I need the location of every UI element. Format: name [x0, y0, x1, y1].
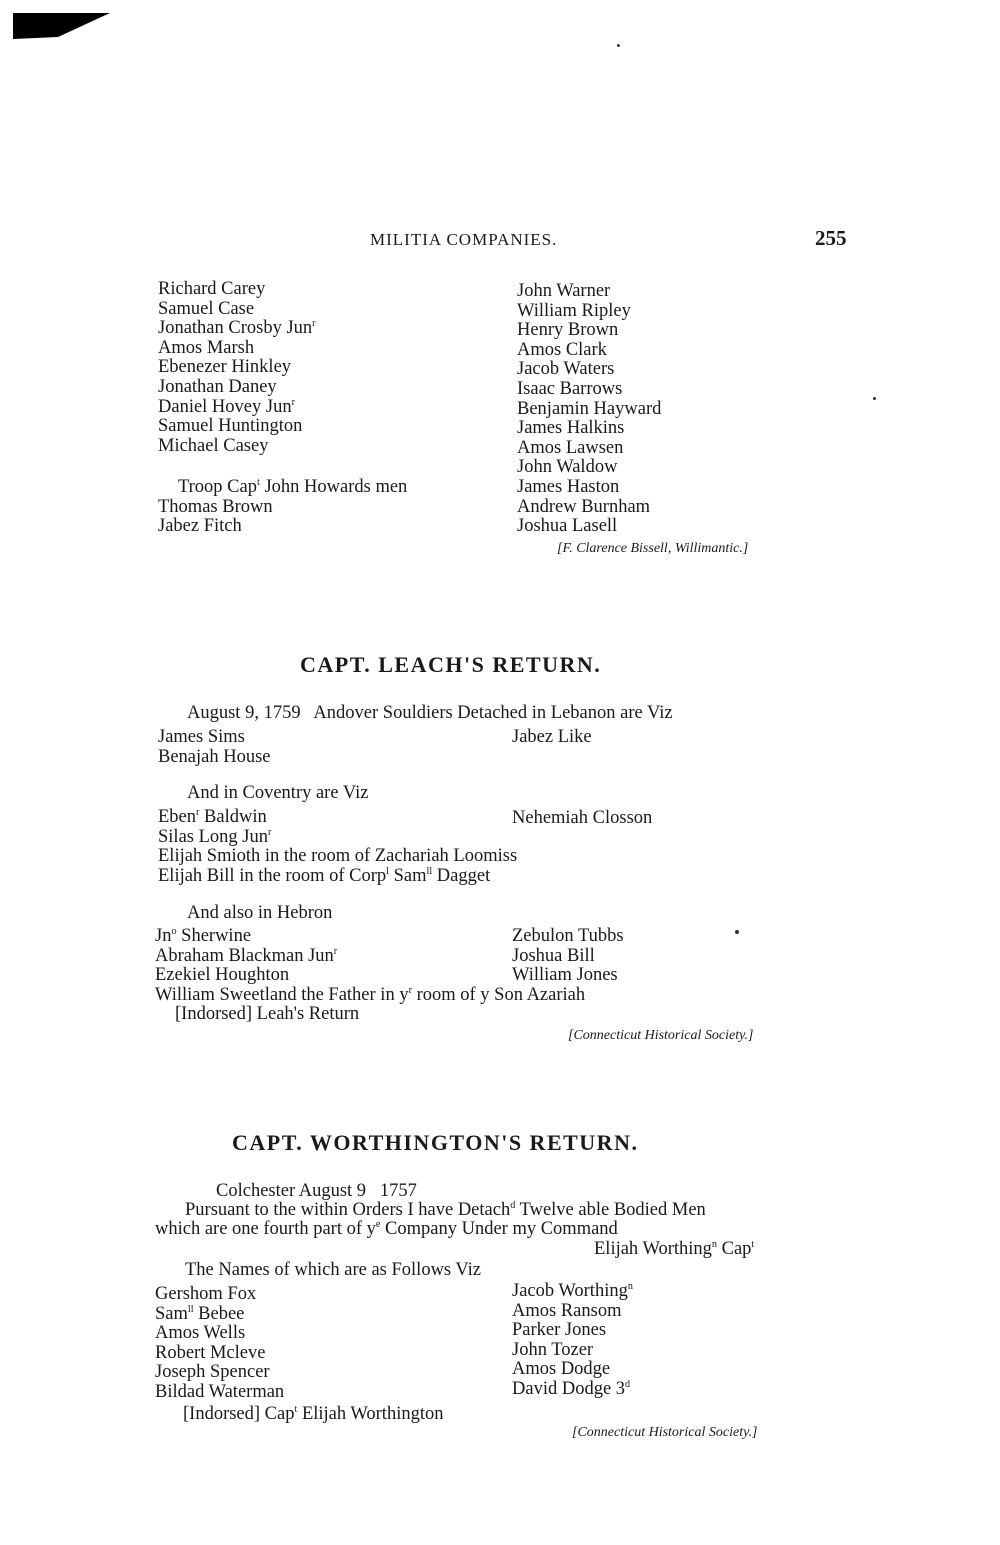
intro-line: August 9, 1759 Andover Souldiers Detached in Lebanon are Viz [187, 703, 673, 723]
list-item: Isaac Barrows [517, 378, 623, 399]
list-item: Benajah House [158, 746, 271, 767]
list-item: Amos Clark [517, 339, 607, 360]
hebron-heading: And also in Hebron [187, 903, 333, 923]
list-item: Amos Wells [155, 1323, 246, 1344]
list-item: Michael Casey [158, 435, 269, 456]
list-item: Henry Brown [517, 320, 619, 341]
list-item: Elijah Smioth in the room of Zachariah Loomiss [158, 846, 518, 867]
list-item: Elijah Bill in the room of Corp$^l$ Sam$^{ll}$ Dagget [158, 865, 491, 886]
troop-heading: Troop Cap$^t$ John Howards men [178, 476, 408, 497]
list-item: Amos Ransom [512, 1300, 622, 1321]
list-item: William Ripley [517, 300, 631, 321]
section-heading: CAPT. WORTHINGTON'S RETURN. [232, 1130, 639, 1155]
list-item: Daniel Hovey Jun$^r$ [158, 396, 295, 417]
worthington-right-list [512, 1282, 633, 1400]
list-item: Samuel Huntington [158, 416, 303, 437]
dateline: Colchester August 9 1757 [216, 1181, 417, 1201]
list-item: Benjamin Hayward [517, 398, 662, 419]
list-item: Samuel Case [158, 298, 255, 319]
list-item: Amos Dodge [512, 1359, 611, 1380]
list-item: Jabez Like [512, 727, 592, 747]
list-item: Zebulon Tubbs [512, 926, 624, 946]
list-item: Parker Jones [512, 1320, 607, 1341]
list-item: Silas Long Jun$^r$ [158, 826, 272, 847]
troop-list [158, 478, 407, 537]
speck [735, 930, 739, 934]
list-item: Amos Lawsen [517, 437, 624, 458]
worthington-left-list [155, 1285, 443, 1424]
paragraph-line: which are one fourth part of $y^e$ Company Under my Command [155, 1218, 618, 1239]
list-item: Ezekiel Houghton [155, 965, 290, 986]
list-item: Nehemiah Closson [512, 808, 653, 828]
list-item: Jn$^o$ Sherwine [155, 925, 252, 946]
list-item: John Warner [517, 281, 611, 301]
coventry-heading: And in Coventry are Viz [187, 783, 369, 803]
list-item: Abraham Blackman Jun$^r$ [155, 945, 338, 966]
list-item: James Sims [158, 727, 245, 747]
source-citation: [F. Clarence Bissell, Willimantic.] [557, 541, 749, 556]
list-item: Joshua Lasell [517, 516, 618, 537]
list-item: Sam$^{ll}$ Bebee [155, 1303, 245, 1324]
list-item: Gershom Fox [155, 1284, 257, 1304]
list-item: Ebenezer Hinkley [158, 357, 292, 378]
list-item: Jacob Worthing$^n$ [512, 1280, 633, 1301]
list-item: Bildad Waterman [155, 1381, 285, 1402]
running-title: MILITIA COMPANIES. [370, 230, 558, 249]
list-item: Amos Marsh [158, 337, 255, 358]
speck [873, 397, 876, 400]
coventry-list [158, 808, 517, 886]
list-item: Jabez Fitch [158, 516, 242, 537]
list-item: Jonathan Crosby Jun$^r$ [158, 318, 316, 339]
list-item: John Waldow [517, 457, 618, 478]
source-citation: [Connecticut Historical Society.] [568, 1028, 754, 1043]
endorsement: [Indorsed] Cap$^t$ Elijah Worthington [183, 1403, 444, 1424]
hebron-right-list [512, 927, 624, 986]
source-citation: [Connecticut Historical Society.] [572, 1425, 758, 1440]
list-item: Eben$^r$ Baldwin [158, 806, 267, 827]
paragraph-line: Pursuant to the within Orders I have Detach$^d$ Twelve able Bodied Men [185, 1199, 706, 1220]
list-item: David Dodge 3$^d$ [512, 1378, 631, 1399]
names-heading: The Names of which are as Follows Viz [185, 1260, 482, 1280]
list-item: William Jones [512, 965, 618, 986]
scan-black-mark [13, 13, 113, 40]
section1-left-list [158, 280, 316, 456]
section-heading: CAPT. LEACH'S RETURN. [300, 652, 602, 677]
list-item: Robert Mcleve [155, 1342, 266, 1363]
page-number: 255 [815, 226, 847, 250]
speck [617, 44, 620, 47]
endorsement: [Indorsed] Leah's Return [175, 1004, 360, 1025]
list-item: Joshua Bill [512, 945, 595, 966]
list-item: William Sweetland the Father in $y^r$ room of y Son Azariah [155, 984, 586, 1005]
lebanon-left-list [158, 728, 271, 767]
list-item: James Haston [517, 476, 620, 497]
lebanon-right-list [512, 728, 592, 748]
list-item: John Tozer [512, 1339, 594, 1360]
signature: Elijah Worthing$^n$ Cap$^t$ [594, 1238, 755, 1259]
list-item: Thomas Brown [158, 496, 273, 517]
list-item: Joseph Spencer [155, 1362, 270, 1383]
list-item: Andrew Burnham [517, 496, 651, 517]
list-item: Richard Carey [158, 279, 266, 299]
section1-right-list [517, 282, 661, 537]
list-item: Jacob Waters [517, 359, 615, 380]
list-item: James Halkins [517, 418, 625, 439]
list-item: Jonathan Daney [158, 376, 277, 397]
